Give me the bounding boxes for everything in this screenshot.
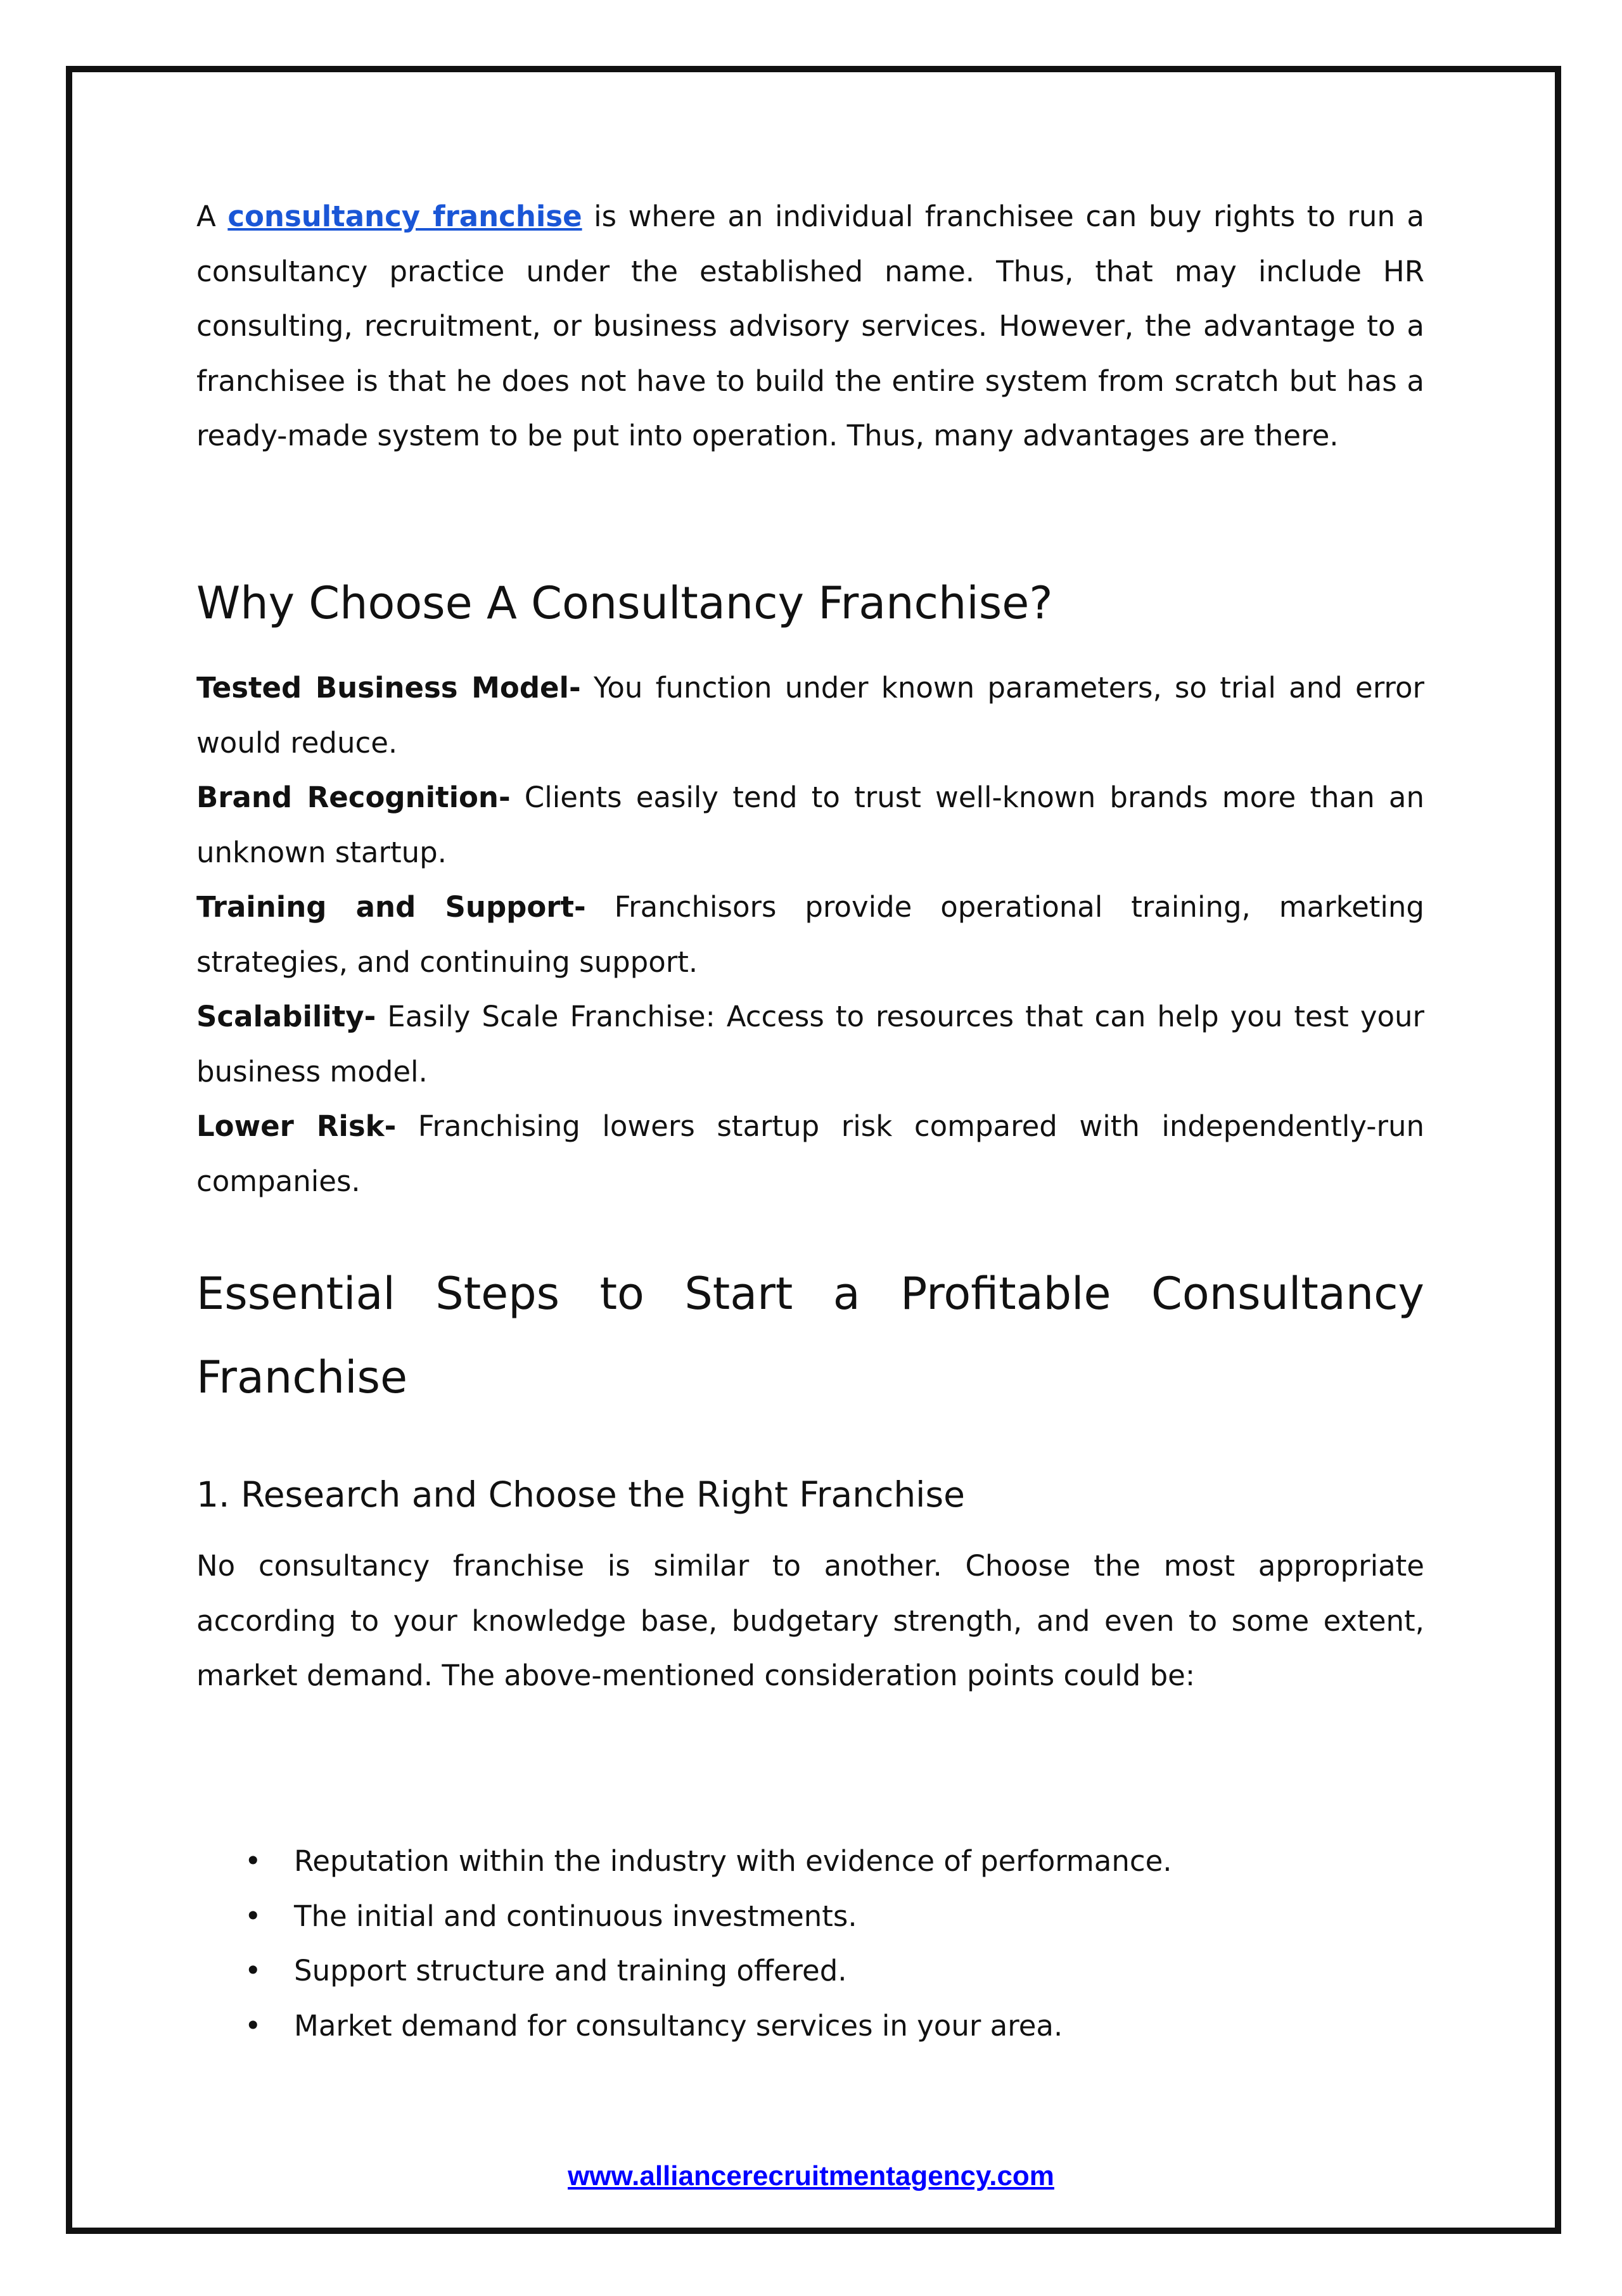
benefit-term: Training and Support- (196, 890, 586, 924)
intro-paragraph (196, 189, 1424, 464)
benefit-text: You function under known parameters, so trial and error would reduce. (196, 671, 1424, 760)
intro-text: is where an individual franchisee can buy rights to run a consultancy practice under the established name. Thus, that may include HR consulting, recruitment, or business advisory services. However, the advantage to a franchisee is that he does not have to build the entire system from scratch but has a ready-made system to be put into operation. Thus, many advantages are there. (196, 200, 1425, 452)
benefit-term: Tested Business Model- (196, 671, 581, 705)
benefit-item (196, 1099, 1424, 1209)
step1-heading: 1. Research and Choose the Right Franchise (196, 1474, 965, 1515)
list-item-text: Reputation within the industry with evidence of performance. (294, 1844, 1172, 1878)
benefit-text: Clients easily tend to trust well-known brands more than an unknown startup. (196, 781, 1424, 869)
benefit-term: Brand Recognition- (196, 781, 511, 814)
why-heading: Why Choose A Consultancy Franchise? (196, 577, 1053, 629)
website-link[interactable]: www.alliancerecruitmentagency.com (568, 2160, 1054, 2191)
benefit-term: Scalability- (196, 1000, 376, 1033)
benefit-item (196, 661, 1424, 770)
benefits-list (196, 661, 1424, 1209)
bullet-icon: • (245, 1844, 262, 1878)
bullet-icon: • (245, 1954, 262, 1987)
list-item-text: Support structure and training offered. (294, 1954, 847, 1987)
benefit-item (196, 770, 1424, 880)
steps-heading: Essential Steps to Start a Profitable Consultancy Franchise (196, 1268, 1424, 1403)
list-item (196, 1944, 1424, 1999)
step1-paragraph: No consultancy franchise is similar to another. Choose the most appropriate according to your knowledge base, budgetary strength, and even to some extent, market demand. The above-mentioned consideration points could be: (196, 1549, 1424, 1692)
list-item (196, 1999, 1424, 2054)
benefit-text: Easily Scale Franchise: Access to resources that can help you test your business model. (196, 1000, 1424, 1088)
bullet-icon: • (245, 2008, 262, 2043)
consideration-list (196, 1834, 1424, 2053)
consultancy-franchise-link[interactable]: consultancy franchise (227, 200, 582, 233)
benefit-term: Lower Risk- (196, 1109, 397, 1143)
benefit-text: Franchisors provide operational training, marketing strategies, and continuing support. (196, 890, 1424, 979)
intro-prefix: A (196, 200, 228, 233)
list-item (196, 1834, 1424, 1889)
list-item-text: Market demand for consultancy services in your area. (294, 2008, 1063, 2043)
list-item (196, 1889, 1424, 1944)
footer (0, 2160, 1622, 2192)
bullet-icon: • (245, 1899, 262, 1933)
benefit-item (196, 880, 1424, 990)
list-item-text: The initial and continuous investments. (294, 1899, 857, 1933)
benefit-item (196, 990, 1424, 1099)
benefit-text: Franchising lowers startup risk compared with independently-run companies. (196, 1109, 1424, 1198)
